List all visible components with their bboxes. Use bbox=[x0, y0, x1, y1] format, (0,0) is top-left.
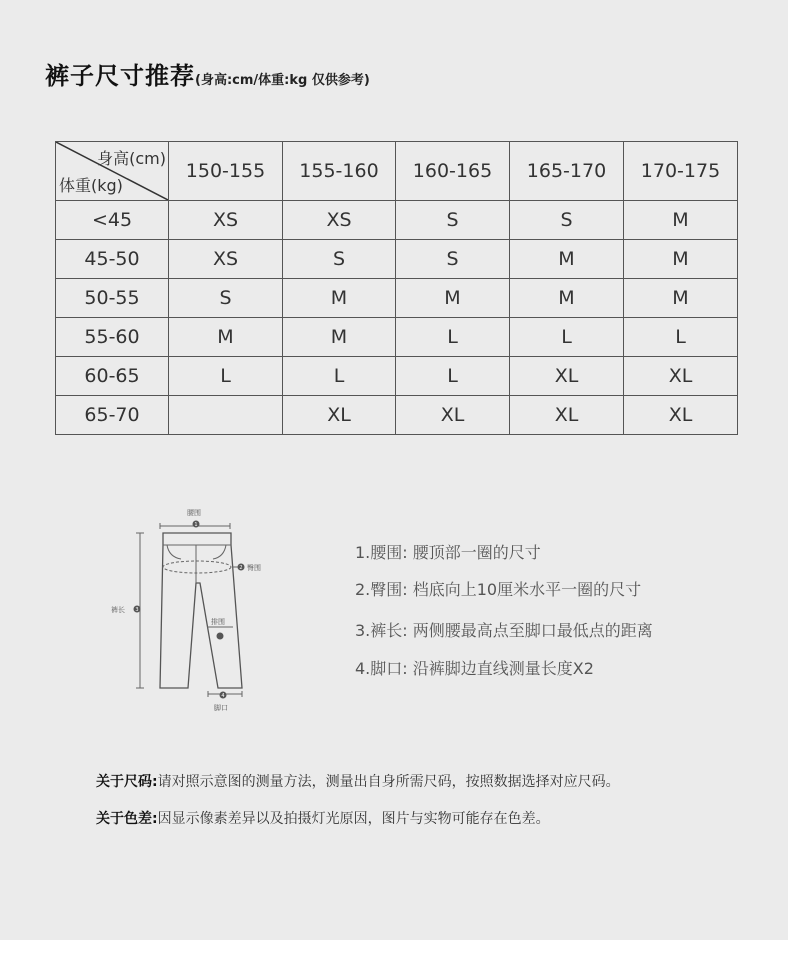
title-main: 裤子尺寸推荐 bbox=[45, 62, 195, 90]
size-cell: L bbox=[510, 318, 624, 357]
size-note-text: 请对照示意图的测量方法，测量出自身所需尺码，按照数据选择对应尺码。 bbox=[157, 774, 620, 790]
table-row bbox=[56, 240, 738, 279]
length-label: 裤长 bbox=[111, 606, 125, 614]
size-cell: XS bbox=[283, 201, 396, 240]
size-cell: L bbox=[283, 357, 396, 396]
table-header-row bbox=[56, 142, 738, 201]
size-note bbox=[96, 771, 620, 791]
weight-cell: 45-50 bbox=[56, 240, 169, 279]
size-cell: M bbox=[510, 279, 624, 318]
marker-4-number: 4 bbox=[221, 693, 225, 699]
size-cell: XL bbox=[624, 357, 738, 396]
size-cell: XL bbox=[510, 396, 624, 435]
marker-1-number: 1 bbox=[194, 522, 198, 528]
marker-2-number: 2 bbox=[239, 565, 243, 571]
size-cell: S bbox=[169, 279, 283, 318]
weight-cell: 50-55 bbox=[56, 279, 169, 318]
table-row bbox=[56, 357, 738, 396]
size-cell: L bbox=[169, 357, 283, 396]
hip-measure-line bbox=[163, 561, 231, 573]
size-cell: XL bbox=[396, 396, 510, 435]
table-row bbox=[56, 279, 738, 318]
size-cell: XS bbox=[169, 240, 283, 279]
size-cell: M bbox=[624, 279, 738, 318]
size-cell: S bbox=[283, 240, 396, 279]
weight-cell: 60-65 bbox=[56, 357, 169, 396]
pants-outline bbox=[160, 533, 242, 688]
size-cell: XL bbox=[624, 396, 738, 435]
hem-label: 脚口 bbox=[214, 704, 228, 712]
size-cell: XL bbox=[510, 357, 624, 396]
size-cell: L bbox=[624, 318, 738, 357]
size-cell: XL bbox=[283, 396, 396, 435]
weight-label: 体重(kg) bbox=[59, 176, 123, 195]
table-row bbox=[56, 396, 738, 435]
size-cell: M bbox=[169, 318, 283, 357]
size-cell: M bbox=[283, 279, 396, 318]
weight-cell: 55-60 bbox=[56, 318, 169, 357]
height-header: 170-175 bbox=[624, 142, 738, 201]
size-cell: XS bbox=[169, 201, 283, 240]
weight-cell: <45 bbox=[56, 201, 169, 240]
title-sub: (身高:cm/体重:kg 仅供参考) bbox=[195, 73, 370, 88]
size-cell: S bbox=[510, 201, 624, 240]
color-note bbox=[96, 808, 550, 828]
pants-measurement-diagram bbox=[105, 505, 285, 720]
table-row bbox=[56, 318, 738, 357]
size-cell bbox=[169, 396, 283, 435]
waist-label: 腰围 bbox=[187, 509, 201, 517]
measure-hip: 2.臀围: 档底向上10厘米水平一圈的尺寸 bbox=[355, 580, 642, 599]
size-cell: M bbox=[624, 201, 738, 240]
size-cell: M bbox=[283, 318, 396, 357]
color-note-label: 关于色差: bbox=[96, 811, 158, 827]
table-row bbox=[56, 201, 738, 240]
corner-cell bbox=[56, 142, 169, 201]
hip-label: 臀围 bbox=[247, 564, 261, 572]
height-header: 160-165 bbox=[396, 142, 510, 201]
height-header: 150-155 bbox=[169, 142, 283, 201]
marker-3-number: 3 bbox=[135, 607, 139, 613]
height-label: 身高(cm) bbox=[97, 149, 166, 168]
marker-thigh bbox=[217, 633, 224, 640]
height-header: 165-170 bbox=[510, 142, 624, 201]
thigh-label: 排围 bbox=[211, 618, 225, 626]
page-title bbox=[45, 56, 370, 91]
size-cell: S bbox=[396, 201, 510, 240]
size-cell: S bbox=[396, 240, 510, 279]
size-cell: M bbox=[624, 240, 738, 279]
size-note-label: 关于尺码: bbox=[96, 774, 158, 790]
size-cell: M bbox=[510, 240, 624, 279]
measure-waist: 1.腰围: 腰顶部一圈的尺寸 bbox=[355, 543, 541, 562]
size-table bbox=[55, 141, 738, 435]
color-note-text: 因显示像素差异以及拍摄灯光原因，图片与实物可能存在色差。 bbox=[157, 811, 550, 827]
measure-hem: 4.脚口: 沿裤脚边直线测量长度X2 bbox=[355, 659, 594, 678]
size-cell: L bbox=[396, 357, 510, 396]
weight-cell: 65-70 bbox=[56, 396, 169, 435]
measure-length: 3.裤长: 两侧腰最高点至脚口最低点的距离 bbox=[355, 621, 653, 640]
size-cell: L bbox=[396, 318, 510, 357]
size-cell: M bbox=[396, 279, 510, 318]
height-header: 155-160 bbox=[283, 142, 396, 201]
